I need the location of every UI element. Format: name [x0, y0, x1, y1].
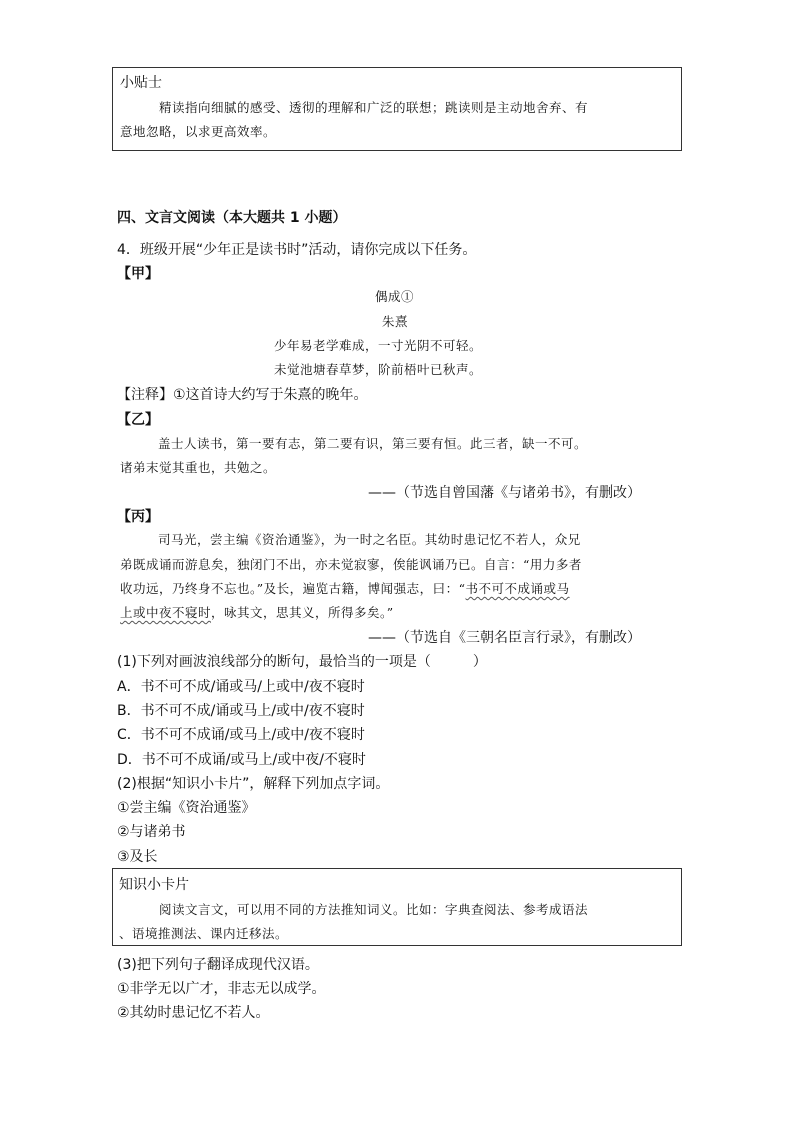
bing-line3 — [120, 579, 570, 597]
bing-line4 — [120, 603, 394, 621]
q3-item-1: ①非学无以广才，非志无以成学。 — [117, 981, 326, 997]
wavy-line-part2: 上或中夜不寝时 — [120, 605, 212, 620]
bing-line2: 弟既成诵而游息矣，独闭门不出，亦未觉寂寥，俟能讽诵乃已。自言：“用力多者 — [120, 557, 582, 572]
poem-author: 朱熹 — [382, 314, 409, 329]
tip-box-title: 小贴士 — [120, 75, 162, 91]
knowledge-card-line1: 阅读文言文，可以用不同的方法推知词义。比如：字典查阅法、参考成语法 — [159, 902, 589, 917]
knowledge-card-title: 知识小卡片 — [119, 877, 189, 893]
bing-line1: 司马光，尝主编《资治通鉴》，为一时之名臣。其幼时患记忆不若人，众兄 — [158, 532, 581, 547]
bing-line4-text: ，咏其文，思其义，所得多矣。” — [211, 605, 394, 620]
bing-label: 【丙】 — [117, 509, 159, 525]
yi-label: 【乙】 — [117, 412, 159, 428]
jia-note: 【注释】①这首诗大约写于朱熹的晚年。 — [117, 387, 368, 403]
yi-source: ——（节选自曾国藩《与诸弟书》，有删改） — [368, 485, 641, 501]
q3-item-2: ②其幼时患记忆不若人。 — [117, 1005, 270, 1021]
yi-line1: 盖士人读书，第一要有志，第二要有识，第三要有恒。此三者，缺一不可。 — [158, 436, 588, 451]
q1-option-c: C．书不可不成诵/或马上/或中/夜不寝时 — [117, 727, 365, 743]
q1-stem: (1)下列对画波浪线部分的断句，最恰当的一项是（ ） — [117, 654, 487, 670]
poem-title: 偶成① — [375, 289, 415, 304]
q1-option-a: A．书不可不成/诵或马/上或中/夜不寝时 — [117, 679, 365, 695]
q2-item-2: ②与诸弟书 — [117, 824, 186, 840]
knowledge-card-line2: 、语境推测法、课内迁移法。 — [119, 926, 289, 941]
tip-box-line1: 精读指向细腻的感受、透彻的理解和广泛的联想；跳读则是主动地舍弃、有 — [159, 100, 589, 115]
bing-line3-text: 收功远，乃终身不忘也。”及长，遍览古籍，博闻强志，曰：“ — [120, 581, 466, 596]
question-4: 4．班级开展“少年正是读书时”活动，请你完成以下任务。 — [117, 242, 477, 258]
q3-stem: (3)把下列句子翻译成现代汉语。 — [117, 957, 319, 973]
yi-line2: 诸弟末觉其重也，共勉之。 — [120, 460, 277, 475]
poem-line2: 未觉池塘春草梦，阶前梧叶已秋声。 — [274, 362, 483, 377]
jia-label: 【甲】 — [117, 266, 159, 282]
section-heading: 四、文言文阅读（本大题共 1 小题） — [117, 210, 347, 226]
q2-item-1: ①尝主编《资治通鉴》 — [117, 800, 256, 816]
tip-box-line2: 意地忽略，以求更高效率。 — [120, 124, 277, 139]
bing-source: ——（节选自《三朝名臣言行录》，有删改） — [368, 630, 641, 646]
q2-item-3: ③及长 — [117, 849, 158, 865]
q1-option-b: B．书不可不成/诵或马上/或中/夜不寝时 — [117, 703, 365, 719]
q2-stem: (2)根据“知识小卡片”，解释下列加点字词。 — [117, 776, 390, 792]
wavy-line-part1: 书不可不成诵或马 — [465, 581, 570, 596]
q1-option-d: D．书不可不成诵/或马上/或中夜/不寝时 — [117, 752, 366, 768]
poem-line1: 少年易老学难成，一寸光阴不可轻。 — [274, 338, 483, 353]
